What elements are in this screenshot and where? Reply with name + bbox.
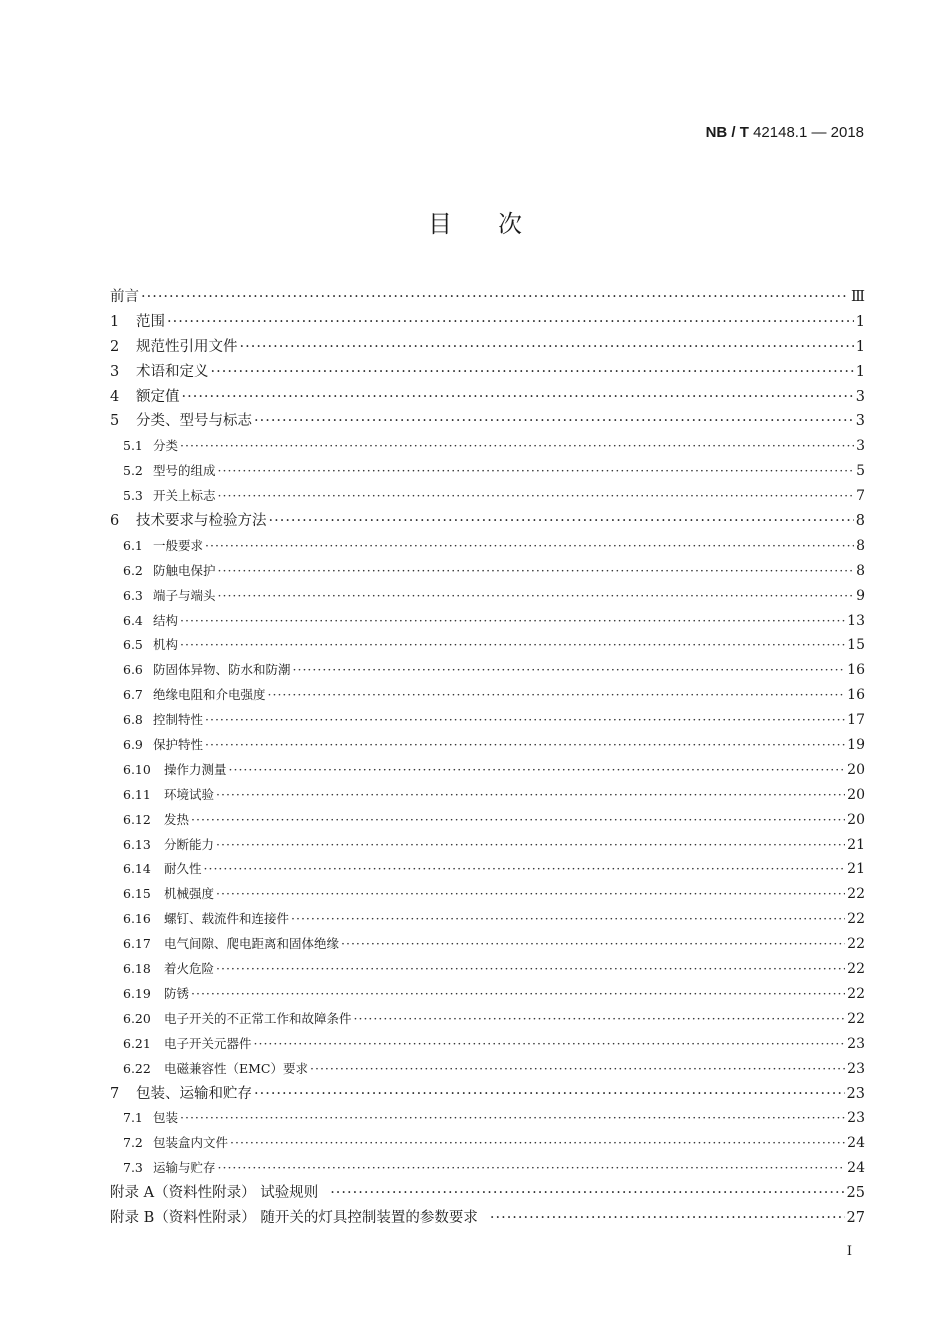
toc-entry-number: 1 [110, 313, 120, 330]
toc-entry-page: 8 [856, 562, 865, 579]
toc-entry-page: 19 [847, 737, 865, 754]
toc-entry[interactable] [110, 1032, 865, 1057]
dot-leader [180, 434, 854, 459]
toc-entry-number: 6.10 [123, 761, 151, 777]
toc-entry-title: 一般要求 [153, 537, 204, 553]
standard-code-number: 42148.1 — 2018 [748, 124, 864, 141]
toc-entry[interactable] [110, 1057, 865, 1082]
dot-leader [205, 708, 845, 733]
toc-entry-title: 保护特性 [153, 737, 204, 753]
toc-entry-page: 8 [856, 537, 865, 554]
dot-leader [180, 1106, 845, 1131]
toc-entry-page: 20 [847, 811, 865, 828]
toc-entry-page: 22 [847, 1010, 865, 1027]
dot-leader [216, 783, 845, 808]
toc-entry-title: 前言 [110, 289, 139, 305]
toc-entry[interactable] [110, 310, 865, 335]
toc-entry-title: 防锈 [164, 985, 190, 1001]
toc-entry[interactable] [110, 584, 865, 609]
toc-entry-title: 机械强度 [164, 886, 215, 902]
dot-leader [229, 758, 846, 783]
toc-entry[interactable] [110, 335, 865, 360]
toc-entry-title: 端子与端头 [153, 587, 216, 603]
dot-leader [204, 857, 846, 882]
toc-entry-page: 17 [847, 712, 865, 729]
toc-entry-number: 7.1 [123, 1110, 143, 1126]
dot-leader [205, 733, 845, 758]
toc-entry[interactable] [110, 1206, 865, 1231]
toc-entry[interactable] [110, 758, 865, 783]
toc-entry[interactable] [110, 1082, 865, 1107]
toc-entry[interactable] [110, 434, 865, 459]
toc-entry-number: 6.3 [123, 587, 143, 603]
toc-entry-title: 电子开关的不正常工作和故障条件 [164, 1010, 352, 1026]
toc-entry-number: 6.12 [123, 811, 151, 827]
toc-entry-title: 电气间隙、爬电距离和固体绝缘 [164, 936, 340, 952]
toc-entry-page: 1 [855, 363, 865, 380]
dot-leader [218, 1156, 846, 1181]
dot-leader [291, 907, 845, 932]
toc-entry-title: 技术要求与检验方法 [136, 513, 267, 530]
dot-leader [230, 1131, 845, 1156]
toc-entry-title: 运输与贮存 [153, 1160, 216, 1176]
toc-entry[interactable] [110, 857, 865, 882]
toc-entry-title: 防触电保护 [153, 562, 216, 578]
toc-entry-page: 23 [847, 1035, 865, 1052]
toc-entry-page: 8 [855, 513, 865, 530]
dot-leader [216, 882, 845, 907]
toc-entry-number: 6.20 [123, 1010, 151, 1026]
dot-leader [180, 609, 845, 634]
toc-entry-number: 6.16 [123, 911, 151, 927]
toc-entry-page: 1 [855, 338, 865, 355]
toc-entry-number: 6.8 [123, 712, 143, 728]
toc-entry-title: 控制特性 [153, 712, 204, 728]
dot-leader [180, 633, 845, 658]
toc-entry-page: Ⅲ [851, 289, 865, 305]
toc-entry-page: 22 [847, 886, 865, 903]
toc-entry[interactable] [110, 683, 865, 708]
standard-code [706, 124, 864, 141]
toc-entry-title: 结构 [153, 612, 179, 628]
toc-entry-title: 防固体异物、防水和防潮 [153, 662, 291, 678]
toc-entry-title: 着火危险 [164, 961, 215, 977]
toc-entry-page: 23 [846, 1085, 865, 1102]
toc-entry[interactable] [110, 1106, 865, 1131]
toc-entry-page: 16 [847, 662, 865, 679]
toc-entry[interactable] [110, 708, 865, 733]
dot-leader [254, 409, 854, 434]
toc-entry[interactable] [110, 982, 865, 1007]
toc-entry-title: 范围 [136, 313, 165, 330]
toc-entry-page: 23 [847, 1060, 865, 1077]
toc-entry[interactable] [110, 360, 865, 385]
dot-leader [354, 1007, 846, 1032]
dot-leader [191, 808, 845, 833]
toc-entry[interactable] [110, 1131, 865, 1156]
toc-entry-title: 规范性引用文件 [136, 338, 238, 355]
toc-entry-title: 包装盒内文件 [153, 1135, 229, 1151]
toc-entry-number: 6.4 [123, 612, 143, 628]
toc-entry-number: 4 [110, 388, 120, 405]
dot-leader [293, 658, 846, 683]
toc-entry-number: 6.19 [123, 985, 151, 1001]
dot-leader [330, 1181, 844, 1206]
toc-entry-title: 操作力测量 [164, 761, 227, 777]
toc-entry-number: 7.3 [123, 1160, 143, 1176]
toc-entry-page: 24 [847, 1135, 865, 1152]
toc-entry-number: 5.2 [123, 463, 143, 479]
toc-entry-page: 3 [855, 413, 865, 430]
toc-entry-number: 7.2 [123, 1135, 143, 1151]
dot-leader [182, 385, 854, 410]
toc-entry-title: 分类、型号与标志 [136, 413, 252, 430]
toc-entry-title: 电子开关元器件 [164, 1035, 252, 1051]
toc-entry-title: 分断能力 [164, 836, 215, 852]
toc-entry[interactable] [110, 733, 865, 758]
dot-leader [218, 459, 855, 484]
dot-leader [141, 285, 849, 310]
toc-entry-page: 27 [846, 1209, 865, 1226]
toc-entry-number: 6.1 [123, 537, 143, 553]
toc-entry-page: 22 [847, 985, 865, 1002]
toc-entry-number: 6 [110, 513, 120, 530]
toc-entry-number: 5 [110, 413, 120, 430]
toc-entry-number: 6.9 [123, 737, 143, 753]
toc-entry-number: 6.11 [123, 786, 151, 802]
page-title: 目次 [428, 210, 568, 238]
toc-entry-number: 6.17 [123, 936, 151, 952]
toc-entry[interactable] [110, 957, 865, 982]
toc-entry-title: 环境试验 [164, 786, 215, 802]
toc-entry[interactable] [110, 409, 865, 434]
dot-leader [216, 833, 845, 858]
toc-entry-title: 额定值 [136, 388, 180, 405]
toc-entry-number: 6.5 [123, 637, 143, 653]
dot-leader [310, 1057, 845, 1082]
toc-entry-title: 附录 B（资料性附录） 随开关的灯具控制装置的参数要求 [110, 1209, 478, 1226]
toc-entry-page: 25 [846, 1185, 865, 1202]
toc-entry-number: 6.6 [123, 662, 143, 678]
dot-leader [167, 310, 854, 335]
toc-entry-number: 6.21 [123, 1035, 151, 1051]
toc-entry-number: 5.1 [123, 438, 143, 454]
toc-entry[interactable] [110, 1007, 865, 1032]
toc-entry-title: 发热 [164, 811, 190, 827]
toc-entry-page: 21 [847, 836, 865, 853]
toc-entry[interactable] [110, 833, 865, 858]
toc-entry-page: 16 [847, 687, 865, 704]
footer-page-number: I [846, 1244, 852, 1259]
toc-entry-page: 1 [855, 313, 865, 330]
toc-entry-number: 3 [110, 363, 120, 380]
toc-entry[interactable] [110, 882, 865, 907]
dot-leader [191, 982, 845, 1007]
toc-entry-page: 9 [856, 587, 865, 604]
toc-entry-title: 术语和定义 [136, 363, 209, 380]
toc-entry-number: 7 [110, 1085, 120, 1102]
toc-entry-page: 3 [855, 388, 865, 405]
toc-entry-title: 绝缘电阻和介电强度 [153, 687, 266, 703]
toc-entry-title: 螺钉、载流件和连接件 [164, 911, 290, 927]
toc-entry-page: 7 [856, 488, 865, 505]
toc-entry-number: 6.13 [123, 836, 151, 852]
toc-entry[interactable] [110, 907, 865, 932]
toc-entry-title: 包装 [153, 1110, 179, 1126]
toc-entry[interactable] [110, 932, 865, 957]
toc-entry-title: 包装、运输和贮存 [136, 1085, 252, 1102]
toc-entry[interactable] [110, 534, 865, 559]
dot-leader [341, 932, 845, 957]
toc-entry[interactable] [110, 459, 865, 484]
toc-entry[interactable] [110, 1156, 865, 1181]
dot-leader [254, 1082, 845, 1107]
toc-entry-number: 6.7 [123, 687, 143, 703]
dot-leader [490, 1206, 845, 1231]
toc-entry-page: 20 [847, 761, 865, 778]
toc-entry-title: 耐久性 [164, 861, 202, 877]
toc-entry-page: 23 [847, 1110, 865, 1127]
toc-entry-page: 22 [847, 911, 865, 928]
toc-entry-page: 21 [847, 861, 865, 878]
toc-entry[interactable] [110, 1181, 865, 1206]
dot-leader [211, 360, 854, 385]
toc-entry-page: 5 [856, 463, 865, 480]
toc-entry[interactable] [110, 808, 865, 833]
dot-leader [254, 1032, 846, 1057]
toc-entry-page: 13 [847, 612, 865, 629]
table-of-contents [110, 285, 865, 1231]
toc-entry[interactable] [110, 385, 865, 410]
dot-leader [240, 335, 854, 360]
toc-entry-number: 5.3 [123, 488, 143, 504]
toc-entry[interactable] [110, 609, 865, 634]
dot-leader [218, 584, 855, 609]
dot-leader [216, 957, 845, 982]
dot-leader [269, 509, 854, 534]
toc-entry[interactable] [110, 633, 865, 658]
standard-code-prefix: NB / T [705, 124, 749, 141]
toc-entry[interactable] [110, 559, 865, 584]
toc-entry-title: 附录 A（资料性附录） 试验规则 [110, 1185, 319, 1202]
dot-leader [205, 534, 854, 559]
dot-leader [218, 559, 855, 584]
toc-entry-title: 型号的组成 [153, 463, 216, 479]
toc-entry-page: 20 [847, 786, 865, 803]
toc-entry-number: 6.2 [123, 562, 143, 578]
toc-entry-number: 6.18 [123, 961, 151, 977]
toc-entry-page: 3 [856, 438, 865, 455]
toc-entry-page: 22 [847, 961, 865, 978]
toc-entry[interactable] [110, 484, 865, 509]
dot-leader [218, 484, 855, 509]
toc-entry-page: 15 [847, 637, 865, 654]
toc-entry-title: 开关上标志 [153, 488, 216, 504]
toc-entry-page: 22 [847, 936, 865, 953]
toc-entry-number: 6.14 [123, 861, 151, 877]
toc-entry-number: 6.15 [123, 886, 151, 902]
toc-entry[interactable] [110, 285, 865, 310]
toc-entry[interactable] [110, 509, 865, 534]
toc-entry[interactable] [110, 783, 865, 808]
toc-entry[interactable] [110, 658, 865, 683]
toc-entry-page: 24 [847, 1160, 865, 1177]
toc-entry-number: 2 [110, 338, 120, 355]
toc-entry-number: 6.22 [123, 1060, 151, 1076]
toc-entry-title: 机构 [153, 637, 179, 653]
dot-leader [268, 683, 846, 708]
toc-entry-title: 电磁兼容性（EMC）要求 [164, 1060, 308, 1076]
toc-entry-title: 分类 [153, 438, 179, 454]
